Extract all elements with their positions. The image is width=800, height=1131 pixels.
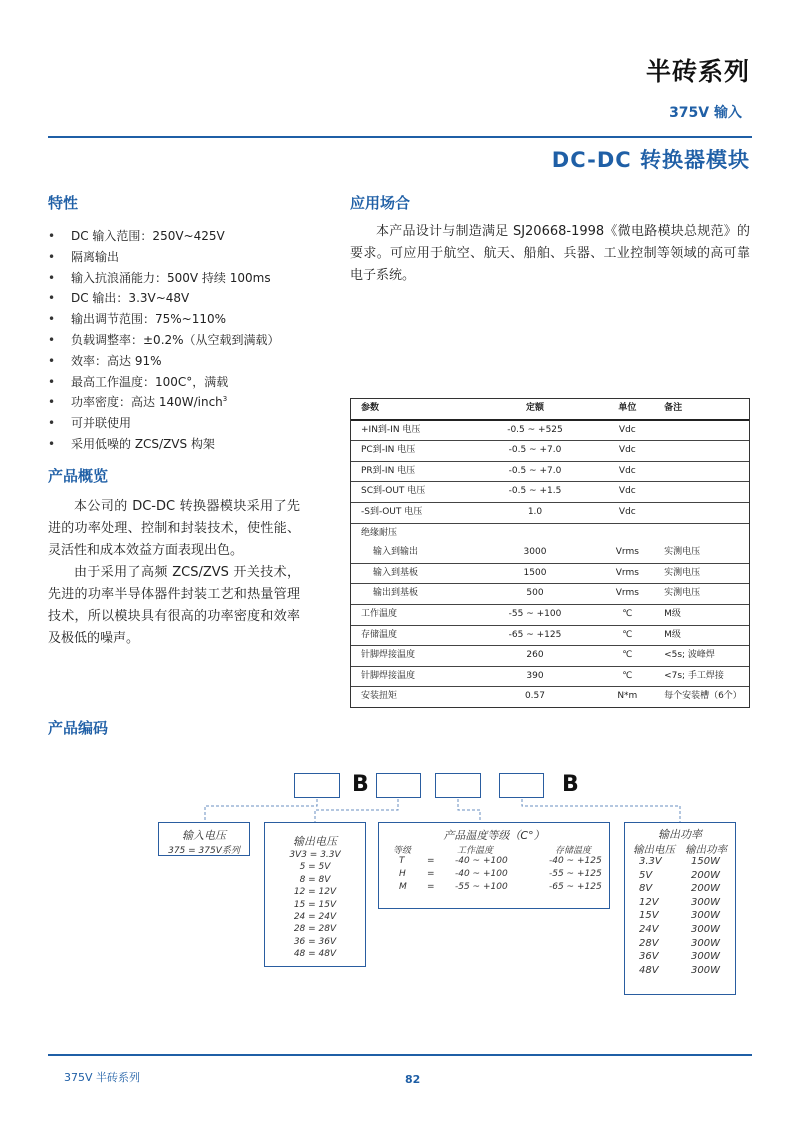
application-text: 本产品设计与制造满足 SJ20668-1998《微电路模块总规范》的要求。可应用于航空、航天、船舶、兵器、工业控制等领域的高可靠电子系统。 (350, 224, 750, 283)
features-heading: 特性 (48, 194, 79, 212)
feature-item: • 输出调节范围：75%~110% (48, 309, 338, 330)
legend-input-voltage (158, 822, 250, 856)
table-row: 绝缘耐压 (361, 527, 398, 538)
series-title: 半砖系列 (645, 57, 750, 86)
table-row: 输入到基板 1500 Vrms 实测电压 (351, 563, 749, 584)
legend-title: 输出电压 (293, 835, 337, 848)
legend-line: 375 = 375V系列 (168, 846, 240, 856)
code-field-temperature (435, 773, 481, 798)
legend-col-power: 输出功率 (685, 844, 727, 856)
code-letter-b: B (562, 772, 579, 797)
legend-title: 输入电压 (182, 829, 226, 842)
legend-row: 48V 300W (639, 964, 720, 976)
overview-heading: 产品概览 (48, 467, 109, 485)
legend-row: H = -40 ~ +100 -55 ~ +125 (399, 869, 602, 879)
column-header: 备注 (660, 399, 749, 420)
code-letter-b: B (352, 772, 369, 797)
legend-row: 15V 300W (639, 910, 720, 922)
feature-item: • 隔离输出 (48, 247, 338, 268)
table-row: PR到-IN 电压 -0.5 ~ +7.0 Vdc (351, 461, 749, 482)
table-row: 安装扭矩 0.57 N*m 每个安装槽（6个） (361, 691, 742, 702)
legend-row: T = -40 ~ +100 -40 ~ +125 (399, 856, 602, 866)
feature-item: • DC 输出：3.3V~48V (48, 288, 338, 309)
table-row: -S到-OUT 电压 1.0 Vdc (351, 502, 749, 523)
table-row: SC到-OUT 电压 -0.5 ~ +1.5 Vdc (351, 482, 749, 503)
legend-col-voltage: 输出电压 (633, 844, 675, 856)
table-row: +IN到-IN 电压 -0.5 ~ +525 Vdc (351, 420, 749, 441)
feature-item: • 功率密度：高达 140W/inch$^3$ (48, 392, 338, 413)
overview-paragraph: 由于采用了高频 ZCS/ZVS 开关技术，先进的功率半导体器件封装工艺和热量管理技术，所以模块具有很高的功率密度和效率及极低的噪声。 (48, 565, 300, 646)
code-field-output-voltage (376, 773, 421, 798)
legend-col-work: 工作温度 (457, 846, 494, 856)
legend-line: 12 = 12V (293, 887, 337, 898)
feature-item: • 输入抗浪涌能力：500V 持续 100ms (48, 268, 338, 289)
legend-line: 36 = 36V (293, 936, 337, 947)
feature-item: • 可并联使用 (48, 413, 338, 434)
legend-row: 24V 300W (639, 923, 720, 935)
table-row: 输入到输出 3000 Vrms 实测电压 (351, 543, 749, 563)
legend-title: 输出功率 (658, 828, 702, 841)
legend-line: 48 = 48V (293, 949, 337, 960)
code-field-input-voltage (294, 773, 340, 798)
product-title: DC-DC 转换器模块 (551, 148, 750, 172)
legend-line: 15 = 15V (293, 899, 337, 910)
table-row: 工作温度 -55 ~ +100 ℃ M级 (351, 604, 749, 625)
legend-line: 5 = 5V (299, 862, 331, 873)
legend-line: 28 = 28V (293, 924, 337, 935)
legend-row: 5V 200W (639, 869, 720, 881)
legend-col-store: 存储温度 (555, 846, 592, 856)
coding-heading: 产品编码 (48, 719, 109, 737)
legend-line: 8 = 8V (299, 874, 331, 885)
legend-temperature-grade (378, 822, 610, 909)
table-row: 针脚焊接温度 390 ℃ <7s; 手工焊接 (351, 666, 749, 687)
footer-divider (48, 1054, 752, 1056)
feature-item: • DC 输入范围：250V~425V (48, 226, 338, 247)
column-header: 单位 (595, 399, 660, 420)
feature-item: • 最高工作温度：100C°，满载 (48, 372, 338, 393)
table-row: PC到-IN 电压 -0.5 ~ +7.0 Vdc (351, 441, 749, 462)
table-row: 存储温度 -65 ~ +125 ℃ M级 (351, 625, 749, 646)
superscript: 3 (222, 395, 228, 404)
legend-row: 12V 300W (639, 896, 720, 908)
column-header: 定额 (475, 399, 594, 420)
feature-item: • 负载调整率：±0.2%（从空载到满载） (48, 330, 338, 351)
code-field-output-power (499, 773, 544, 798)
table-row: 针脚焊接温度 260 ℃ <5s; 波峰焊 (351, 646, 749, 667)
legend-row: 36V 300W (639, 951, 720, 963)
legend-row: 28V 300W (639, 937, 720, 949)
feature-item: • 采用低噪的 ZCS/ZVS 构架 (48, 434, 338, 455)
legend-output-power (624, 822, 736, 995)
feature-item: • 效率：高达 91% (48, 351, 338, 372)
overview-paragraph: 本公司的 DC-DC 转换器模块采用了先进的功率处理、控制和封装技术，使性能、灵活性和成本效益方面表现出色。 (48, 499, 300, 558)
legend-row: 8V 200W (639, 883, 720, 895)
legend-row: M = -55 ~ +100 -65 ~ +125 (399, 882, 602, 892)
input-subtitle: 375V 输入 (669, 105, 742, 121)
legend-row: 3.3V 150W (639, 856, 720, 867)
footer-series: 375V 半砖系列 (64, 1071, 141, 1084)
application-heading: 应用场合 (350, 194, 411, 212)
legend-title: 产品温度等级（C°） (443, 829, 545, 842)
legend-line: 24 = 24V (293, 912, 337, 923)
column-header: 参数 (351, 399, 475, 420)
table-row: 输出到基板 500 Vrms 实测电压 (351, 584, 749, 605)
page-number: 82 (405, 1073, 421, 1086)
legend-line: 3V3 = 3.3V (289, 850, 341, 860)
legend-col-grade: 等级 (393, 846, 412, 856)
legend-output-voltage (264, 822, 366, 967)
